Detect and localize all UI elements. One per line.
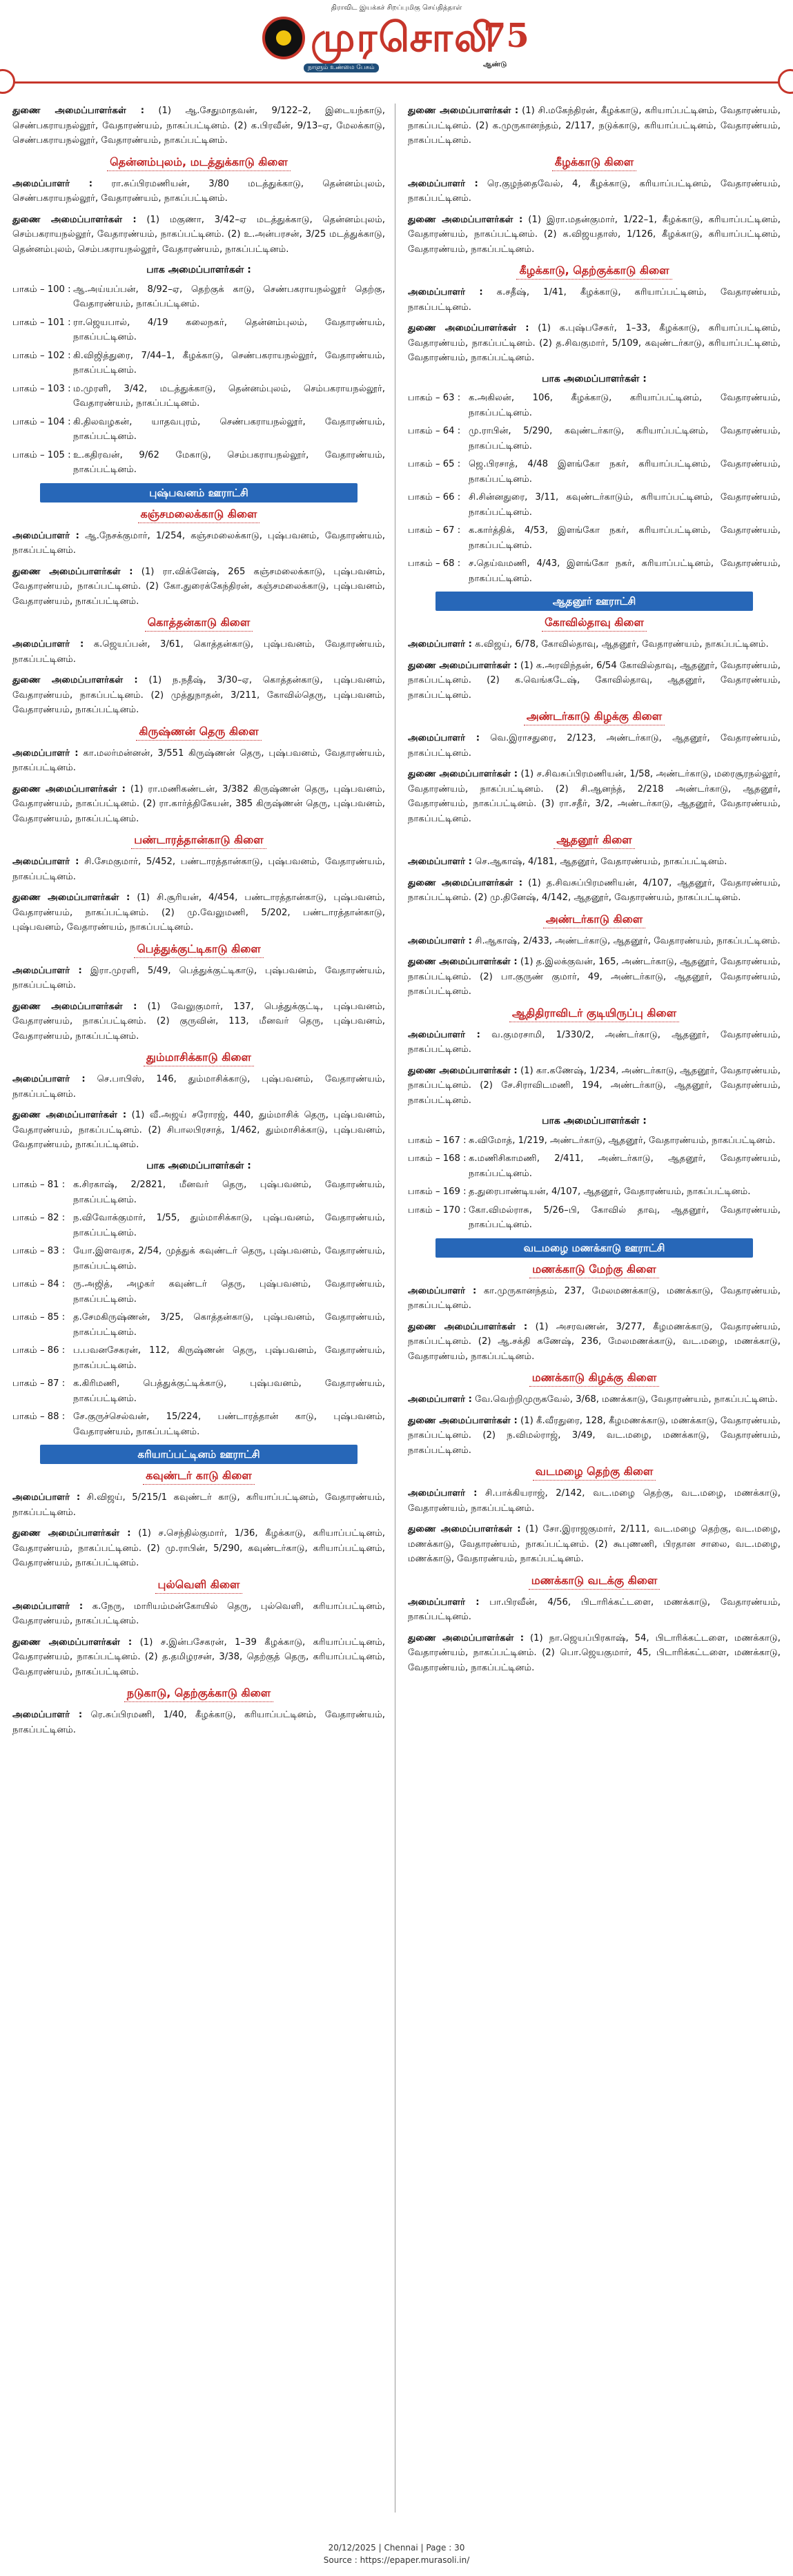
booth-member: உ.கதிரவன், 9/62 மேகாடு, செம்பகராயநல்லூர், வேதாரண்யம், நாகப்பட்டினம். — [73, 449, 385, 475]
booth-member: க.அகிலன், 106, கீழக்காடு, கரியாப்பட்டினம், வேதாரண்யம், நாகப்பட்டினம். — [469, 393, 781, 418]
booth-member: க.கிரிமணி, பெத்துக்குட்டிக்காடு, புஷ்பவனம், வேதாரண்யம், நாகப்பட்டினம். — [73, 1378, 385, 1404]
role-label: அமைப்பாளர் : — [408, 1597, 480, 1608]
booth-row — [12, 1244, 385, 1274]
branch-heading-text: பண்டாரத்தான்காடு கிளை — [131, 832, 266, 849]
member-entry — [12, 1108, 385, 1153]
booth-member: ப.பவனசேகரன், 112, கிருஷ்ணன் தெரு, புஷ்பவனம், வேதாரண்யம், நாகப்பட்டினம். — [73, 1345, 385, 1371]
member-entry — [12, 529, 385, 558]
member-details: (1) நா.ஜெயப்பிரகாஷ், 54, பிடாரிக்கட்டளை, மணக்காடு, வேதாரண்யம், நாகப்பட்டினம். (2) பொ.ஜெயகுமார், 45, பிடாரிக்கட்டளை, மணக்காடு, வேதாரண்யம், நாகப்பட்டினம். — [408, 1632, 781, 1673]
booth-number: பாகம் – 63 : — [408, 393, 461, 403]
booth-member: ந.விவோக்குமார், 1/55, தும்மாசிக்காடு, புஷ்பவனம், வேதாரண்யம், நாகப்பட்டினம். — [73, 1213, 385, 1238]
role-label: அமைப்பாளர் : — [12, 857, 79, 867]
booth-number: பாகம் – 103 : — [12, 383, 71, 394]
booth-number: பாகம் – 101 : — [12, 317, 71, 328]
member-details: ஆ.நேசக்குமார், 1/254, கஞ்சமலைக்காடு, புஷ்பவனம், வேதாரண்யம், நாகப்பட்டினம். — [12, 530, 385, 556]
booth-section-heading: பாக அமைப்பாளர்கள் : — [146, 264, 251, 275]
branch-heading — [12, 1577, 385, 1594]
branch-heading — [12, 507, 385, 523]
role-label: அமைப்பாளர் : — [408, 1285, 477, 1296]
member-entry — [408, 1028, 781, 1057]
booth-member: க.மணிசிகாமணி, 2/411, அண்டர்காடு, ஆதனூர், வேதாரண்யம், நாகப்பட்டினம். — [469, 1153, 781, 1179]
member-entry — [408, 1284, 781, 1314]
member-details: க.ஜெயப்பன், 3/61, கொத்தன்காடு, புஷ்பவனம், வேதாரண்யம், நாகப்பட்டினம். — [12, 639, 385, 665]
member-entry — [12, 1526, 385, 1571]
member-details: (1) சோ.இராஜகுமார், 2/111, வட.மழை தெற்கு, வட.மழை, மணக்காடு, வேதாரண்யம், நாகப்பட்டினம். (2) கூபுணணி, பிரதான சாலை, வட.மழை, மணக்காடு, வேதாரண்யம், நாகப்பட்டினம். — [408, 1524, 781, 1564]
branch-heading-text: வடமழை தெற்கு கிளை — [533, 1464, 656, 1481]
booth-number: பாகம் – 100 : — [12, 284, 71, 295]
role-label: அமைப்பாளர் : — [408, 178, 478, 189]
member-details: செ.பாபிஸ், 146, தும்மாசிக்காடு, புஷ்பவனம், வேதாரண்யம், நாகப்பட்டினம். — [12, 1074, 385, 1100]
member-details: ரெ.குழந்தைவேல், 4, கீழக்காடு, கரியாப்பட்டினம், வேதாரண்யம், நாகப்பட்டினம். — [408, 178, 781, 204]
branch-heading-text: பெத்துக்குட்டிகாடு கிளை — [134, 941, 264, 958]
booth-number: பாகம் – 104 : — [12, 416, 71, 427]
booth-row — [12, 349, 385, 378]
right-column — [408, 104, 781, 1681]
role-label: அமைப்பாளர் : — [408, 857, 472, 867]
role-label: துணை அமைப்பாளர்கள் : — [12, 1110, 127, 1120]
branch-heading — [12, 1686, 385, 1702]
emblem-icon — [262, 17, 305, 59]
branch-heading — [12, 155, 385, 171]
member-details: (1) இரா.மதன்குமார், 1/22–1, கீழக்காடு, கரியாப்பட்டினம், வேதாரண்யம், நாகப்பட்டினம். (2) க.விஜயதாஸ், 1/126, கீழக்காடு, கரியாப்பட்டினம், வேதாரண்யம், நாகப்பட்டினம். — [408, 214, 781, 255]
role-label: அமைப்பாளர் : — [408, 733, 480, 743]
booth-number: பாகம் – 85 : — [12, 1312, 66, 1323]
booth-number: பாகம் – 81 : — [12, 1180, 66, 1190]
branch-heading — [12, 941, 385, 958]
booth-row — [408, 490, 781, 520]
member-details: சி.விஜய், 5/215/1 கவுண்டர் காடு, கரியாப்பட்டினம், வேதாரண்யம், நாகப்பட்டினம். — [12, 1492, 385, 1518]
member-details: (1) வீ.அஜய் சரோரஜ், 440, தும்மாசிக் தெரு, புஷ்பவனம், வேதாரண்யம், நாகப்பட்டினம். (2) சிபாலபிரசாத், 1/462, தும்மாசிக்காடு, புஷ்பவனம், வேதாரண்யம், நாகப்பட்டினம். — [12, 1110, 385, 1150]
member-entry — [12, 855, 385, 884]
member-entry — [12, 565, 385, 609]
branch-heading — [408, 1006, 781, 1022]
booth-number: பாகம் – 68 : — [408, 558, 461, 569]
member-details: (1) ஆ.சேதுமாதவன், 9/122–2, இடையந்காடு, செண்பகராயநல்லூர், வேதாரண்யம், நாகப்பட்டினம். (2) க.பிரவீன், 9/13–ஏ, மேலக்காடு, செண்பகராயநல்லூர், வேதாரண்யம், நாகப்பட்டினம். — [12, 106, 385, 146]
booth-member: க.கார்த்திக், 4/53, இளங்கோ நகர், கரியாப்பட்டினம், வேதாரண்யம், நாகப்பட்டினம். — [469, 525, 781, 551]
role-label: அமைப்பாளர் : — [408, 639, 472, 650]
member-details: (1) த.சிவசுப்பிரமணியன், 4/107, ஆதனூர், வேதாரண்யம், நாகப்பட்டினம். (2) மு.தினேஷ், 4/142, ஆதனூர், வேதாரண்யம், நாகப்பட்டினம். — [408, 877, 781, 903]
branch-heading-text: கவுண்டர் காடு கிளை — [143, 1468, 255, 1485]
member-details: (1) அசரவணன், 3/277, கீழமணக்காடு, வேதாரண்யம், நாகப்பட்டினம். (2) ஆ.சக்தி கணேஷ், 236, மேலமணக்காடு, வட.மழை, மணக்காடு, வேதாரண்யம், நாகப்பட்டினம். — [408, 1321, 781, 1362]
member-details: க.சதீஷ், 1/41, கீழக்காடு, கரியாப்பட்டினம், வேதாரண்யம், நாகப்பட்டினம். — [408, 287, 781, 313]
role-label: துணை அமைப்பாளர்கள் : — [12, 566, 133, 577]
article-page — [12, 104, 781, 2512]
booth-member: ரா.ஜெயபால், 4/19 கலைநகர், தென்னம்புலம், வேதாரண்யம், நாகப்பட்டினம். — [73, 317, 385, 342]
role-label: அமைப்பாளர் : — [12, 178, 93, 189]
role-label: அமைப்பாளர் : — [12, 1601, 84, 1612]
booth-number: பாகம் – 86 : — [12, 1345, 66, 1356]
booth-member: க.சிரகாஷ், 2/2821, மீனவர் தெரு, புஷ்பவனம், வேதாரண்யம், நாகப்பட்டினம். — [73, 1180, 385, 1205]
member-details: ரெ.சுப்பிரமணி, 1/40, கீழக்காடு, கரியாப்பட்டினம், வேதாரண்யம், நாகப்பட்டினம். — [12, 1710, 385, 1735]
branch-heading — [408, 1262, 781, 1278]
branch-heading-text: ஆதிதிராவிடர் குடியிருப்பு கிளை — [509, 1006, 679, 1022]
booth-member: த.சேமகிருஷ்ணன், 3/25, கொத்தன்காடு, புஷ்பவனம், வேதாரண்யம், நாகப்பட்டினம். — [73, 1312, 385, 1338]
member-details: (1) சி.சூரியன், 4/454, பண்டாரத்தான்காடு, புஷ்பவனம், வேதாரண்யம், நாகப்பட்டினம். (2) மு.வேலுமணி, 5/202, பண்டாரத்தான்காடு, புஷ்பவனம், வேதாரண்யம், நாகப்பட்டினம். — [12, 892, 385, 933]
member-entry — [408, 213, 781, 257]
member-entry — [12, 1490, 385, 1520]
member-entry — [408, 955, 781, 999]
role-label: துணை அமைப்பாளர்கள் : — [408, 106, 519, 116]
branch-heading — [408, 709, 781, 725]
member-entry — [408, 285, 781, 315]
page-footer — [0, 2541, 793, 2566]
anniversary-sub: ஆண்டு — [483, 61, 507, 68]
member-entry — [12, 1599, 385, 1629]
booth-row — [408, 457, 781, 487]
booth-member: ஜெ.பிரசாத், 4/48 இளங்கோ நகர், கரியாப்பட்டினம், வேதாரண்யம், நாகப்பட்டினம். — [469, 459, 781, 485]
booth-row — [12, 1277, 385, 1307]
branch-heading-text: கொத்தன்காடு கிளை — [145, 615, 253, 632]
member-entry — [12, 1072, 385, 1102]
member-details: கா.மலர்மன்னன், 3/551 கிருஷ்ணன் தெரு, புஷ்பவனம், வேதாரண்யம், நாகப்பட்டினம். — [12, 748, 385, 773]
member-details: வெ.இராசதுரை, 2/123, அண்டர்காடு, ஆதனூர், வேதாரண்யம், நாகப்பட்டினம். — [408, 733, 781, 759]
booth-member: ஆ.அய்யப்பன், 8/92–ஏ, தெற்குக் காடு, செண்பகராயநல்லூர் தெற்கு, வேதாரண்யம், நாகப்பட்டினம். — [73, 284, 385, 309]
booth-number: பாகம் – 67 : — [408, 525, 461, 536]
panchayat-banner: கரியாப்பட்டினம் ஊராட்சி — [40, 1445, 358, 1464]
footer-date-page: 20/12/2025 | Chennai | Page : 30 — [328, 2543, 465, 2553]
member-entry — [408, 855, 781, 870]
newspaper-title: முரசொலி — [311, 14, 496, 61]
member-entry — [408, 658, 781, 703]
branch-heading — [12, 615, 385, 632]
member-entry — [12, 890, 385, 935]
booth-member: ம.முரளி, 3/42, மடத்துக்காடு, தென்னம்புலம், செம்பகராயநல்லூர், வேதாரண்யம், நாகப்பட்டினம். — [73, 383, 385, 409]
member-entry — [408, 1320, 781, 1365]
member-details: க.விஜய், 6/78, கோவில்தாவு, ஆதனூர், வேதாரண்யம், நாகப்பட்டினம். — [475, 639, 769, 650]
role-label: அமைப்பாளர் : — [12, 965, 82, 976]
branch-heading — [12, 1050, 385, 1066]
role-label: துணை அமைப்பாளர்கள் : — [408, 1065, 518, 1076]
member-entry — [408, 1631, 781, 1676]
booth-row — [12, 382, 385, 411]
footer-source: Source : https://epaper.murasoli.in/ — [323, 2555, 470, 2565]
role-label: அமைப்பாளர் : — [12, 1710, 83, 1720]
branch-heading — [408, 1464, 781, 1481]
member-details: (1) த.இலக்குவன், 165, அண்டர்காடு, ஆதனூர், வேதாரண்யம், நாகப்பட்டினம். (2) பா.குருண் குமார், 49, அண்டர்காடு, ஆதனூர், வேதாரண்யம், நாகப்பட்டினம். — [408, 957, 781, 997]
booth-row — [12, 1376, 385, 1406]
booth-number: பாகம் – 66 : — [408, 492, 461, 502]
member-entry — [408, 637, 781, 652]
member-details: (1) ரா.விக்னேஷ், 265 கஞ்சமலைக்காடு, புஷ்பவனம், வேதாரண்யம், நாகப்பட்டினம். (2) கோ.துரைக்கேந்திரன், கஞ்சமலைக்காடு, புஷ்பவனம், வேதாரண்யம், நாகப்பட்டினம். — [12, 566, 385, 607]
role-label: துணை அமைப்பாளர்கள் : — [408, 660, 518, 671]
branch-heading-text: கீழக்காடு, தெற்குக்காடு கிளை — [516, 263, 672, 280]
booth-number: பாகம் – 87 : — [12, 1378, 66, 1389]
booth-number: பாகம் – 82 : — [12, 1213, 66, 1223]
role-label: துணை அமைப்பாளர்கள் : — [408, 957, 518, 967]
branch-heading-text: தும்மாசிக்காடு கிளை — [144, 1050, 254, 1066]
member-entry — [12, 964, 385, 993]
member-details: (1) ச.சிவசுப்பிரமணியன், 1/58, அண்டர்காடு, மரைசூரநல்லூர், வேதாரண்யம், நாகப்பட்டினம். (2) சி.ஆனந்த், 2/218 அண்டர்காடு, ஆதனூர், வேதாரண்யம், நாகப்பட்டினம். (3) ரா.சதீர், 3/2, அண்டர்காடு, ஆதனூர், வேதாரண்யம், நாகப்பட்டினம். — [408, 769, 781, 824]
panchayat-banner: புஷ்பவனம் ஊராட்சி — [40, 483, 358, 502]
booth-member: கி.திலவழகன், யாதவபுரம், செண்பகராயநல்லூர், வேதாரண்யம், நாகப்பட்டினம். — [73, 416, 385, 442]
booth-row — [12, 415, 385, 445]
member-details: (1) ச.இன்பசேகரன், 1–39 கீழக்காடு, கரியாப்பட்டினம், வேதாரண்யம், நாகப்பட்டினம். (2) த.தமிழரசன், 3/38, தெற்குத் தெரு, கரியாப்பட்டினம், வேதாரண்யம், நாகப்பட்டினம். — [12, 1637, 385, 1677]
role-label: அமைப்பாளர் : — [408, 1488, 478, 1499]
member-entry — [408, 104, 781, 148]
booth-row — [408, 1184, 781, 1200]
booth-member: கோ.விமல்ராசு, 5/26–பி, கோவில் தாவு, ஆதனூர், வேதாரண்யம், நாகப்பட்டினம். — [469, 1204, 781, 1230]
member-details: இரா.முரளி, 5/49, பெத்துக்குட்டிகாடு, புஷ்பவனம், வேதாரண்யம், நாகப்பட்டினம். — [12, 965, 385, 991]
branch-heading-text: கீழக்காடு கிளை — [552, 155, 636, 171]
role-label: துணை அமைப்பாளர்கள் : — [12, 1528, 131, 1539]
member-details: (1) க.புஷ்பசேகர், 1–33, கீழக்காடு, கரியாப்பட்டினம், வேதாரண்யம், நாகப்பட்டினம். (2) த.சிவகுமார், 5/109, கவுண்டர்காடு, கரியாப்பட்டினம், வேதாரண்யம், நாகப்பட்டினம். — [408, 323, 781, 363]
member-details: (1) ரா.மணிகண்டன், 3/382 கிருஷ்ணன் தெரு, புஷ்பவனம், வேதாரண்யம், நாகப்பட்டினம். (2) ரா.கார்த்திகேயன், 385 கிருஷ்ணன் தெரு, புஷ்பவனம், வேதாரண்யம், நாகப்பட்டினம். — [12, 783, 385, 824]
role-label: அமைப்பாளர் : — [408, 287, 483, 297]
member-details: வ.குமரசாமி, 1/330/2, அண்டர்காடு, ஆதனூர், வேதாரண்யம், நாகப்பட்டினம். — [408, 1029, 781, 1055]
member-entry — [408, 731, 781, 761]
member-entry — [12, 999, 385, 1044]
role-label: அமைப்பாளர் : — [408, 1394, 472, 1405]
role-label: துணை அமைப்பாளர்கள் : — [12, 892, 130, 903]
member-details: ரா.சுப்பிரமணியன், 3/80 மடத்துக்காடு, தென்னம்புலம், செண்பகராயநல்லூர், வேதாரண்யம், நாகப்பட்டினம். — [12, 178, 385, 204]
member-entry — [408, 321, 781, 366]
role-label: துணை அமைப்பாளர்கள் : — [408, 1321, 528, 1332]
booth-number: பாகம் – 84 : — [12, 1279, 66, 1289]
member-entry — [12, 104, 385, 148]
masthead-tagline: திராவிட இயக்கச் சிறப்புமிகு செய்தித்தாள் — [331, 4, 462, 12]
member-entry — [12, 1708, 385, 1737]
branch-heading — [408, 912, 781, 928]
branch-heading-text: ஆதனூர் கிளை — [554, 832, 634, 849]
role-label: துணை அமைப்பாளர்கள் : — [408, 1415, 518, 1426]
booth-row — [408, 1203, 781, 1233]
booth-number: பாகம் – 167 : — [408, 1135, 467, 1146]
role-label: அமைப்பாளர் : — [408, 935, 472, 946]
masthead-strap: நாளும் உண்மை பேசும் — [304, 64, 379, 72]
booth-row — [12, 315, 385, 345]
booth-number: பாகம் – 102 : — [12, 350, 71, 361]
member-details: செ.ஆகாஷ், 4/181, ஆதனூர், வேதாரண்யம், நாகப்பட்டினம். — [475, 857, 727, 867]
member-entry — [12, 673, 385, 718]
member-details: சி.ஆகாஷ், 2/433, அண்டர்காடு, ஆதனூர், வேதாரண்யம், நாகப்பட்டினம். — [475, 935, 781, 946]
role-label: துணை அமைப்பாளர்கள் : — [12, 214, 137, 225]
role-label: அமைப்பாளர் : — [12, 639, 84, 650]
masthead — [0, 0, 793, 84]
branch-heading-text: புல்வெளி கிளை — [155, 1577, 243, 1594]
booth-row — [408, 1133, 781, 1149]
booth-member: சு.விமோத், 1/219, அண்டர்காடு, ஆதனூர், வேதாரண்யம், நாகப்பட்டினம். — [469, 1135, 776, 1146]
branch-heading — [408, 832, 781, 849]
branch-heading-text: மணக்காடு மேற்கு கிளை — [529, 1262, 658, 1278]
branch-heading-text: கோவில்தாவு கிளை — [542, 615, 647, 632]
member-details: (1) சி.மகேந்திரன், கீழக்காடு, கரியாப்பட்டினம், வேதாரண்யம், நாகப்பட்டினம். (2) க.முருகானந்தம், 2/117, நடுக்காடு, கரியாப்பட்டினம், வேதாரண்யம், நாகப்பட்டினம். — [408, 106, 781, 146]
branch-heading — [12, 832, 385, 849]
role-label: துணை அமைப்பாளர்கள் : — [12, 106, 144, 116]
role-label: அமைப்பாளர் : — [408, 1029, 480, 1040]
panchayat-banner: ஆதனூர் ஊராட்சி — [435, 592, 753, 611]
booth-row — [12, 1211, 385, 1240]
booth-member: மு.ராபின், 5/290, கவுண்டர்காடு, கரியாப்பட்டினம், வேதாரண்யம், நாகப்பட்டினம். — [469, 426, 781, 451]
role-label: துணை அமைப்பாளர்கள் : — [408, 214, 523, 225]
booth-row — [12, 1409, 385, 1439]
role-label: அமைப்பாளர் : — [12, 1492, 81, 1503]
branch-heading-text: தென்னம்புலம், மடத்துக்காடு கிளை — [107, 155, 291, 171]
member-entry — [408, 1595, 781, 1625]
booth-row — [12, 1343, 385, 1373]
branch-heading — [408, 155, 781, 171]
role-label: துணை அமைப்பாளர்கள் : — [408, 1524, 521, 1534]
branch-heading-text: கஞ்சமலைக்காடு கிளை — [138, 507, 260, 523]
left-column — [12, 104, 385, 1744]
branch-heading — [408, 1370, 781, 1387]
member-details: வே.வெற்றிமுருகவேல், 3/68, மணக்காடு, வேதாரண்யம், நாகப்பட்டினம். — [475, 1394, 778, 1405]
member-details: க.நேரு, மாரியம்மன்கோயில் தெரு, புல்வெளி, கரியாப்பட்டினம், வேதாரண்யம், நாகப்பட்டினம். — [12, 1601, 385, 1626]
member-details: (1) மகுணா, 3/42–ஏ மடத்துக்காடு, தென்னம்புலம், செம்பகராயநல்லூர், வேதாரண்யம், நாகப்பட்டினம். (2) உ.அன்பரசன், 3/25 மடத்துக்காடு, தென்னம்புலம், செம்பகராயநல்லூர், வேதாரண்யம், நாகப்பட்டினம். — [12, 214, 386, 255]
booth-row — [12, 1178, 385, 1207]
booth-member: கி.விஜித்துரை, 7/44–1, கீழக்காடு, செண்பகராயநல்லூர், வேதாரண்யம், நாகப்பட்டினம். — [73, 350, 385, 375]
booth-number: பாகம் – 64 : — [408, 426, 461, 436]
member-details: (1) க.அரவிந்தன், 6/54 கோவில்தாவு, ஆதனூர், வேதாரண்யம், நாகப்பட்டினம். (2) க.வெங்கடேஷ், கோவில்தாவு, ஆதனூர், வேதாரண்யம், நாகப்பட்டினம். — [408, 660, 781, 701]
member-entry — [408, 1064, 781, 1109]
branch-heading-text: நடுகாடு, தெற்குக்காடு கிளை — [124, 1686, 273, 1702]
booth-number: பாகம் – 105 : — [12, 449, 71, 460]
member-details: (1) வேலுகுமார், 137, பெத்துக்குட்டி, புஷ்பவனம், வேதாரண்யம், நாகப்பட்டினம். (2) குருவின், 113, மீனவர் தெரு, புஷ்பவனம், வேதாரண்யம், நாகப்பட்டினம். — [12, 1001, 385, 1042]
branch-heading — [408, 615, 781, 632]
branch-heading-text: மணக்காடு வடக்கு கிளை — [529, 1573, 660, 1590]
member-details: சி.சேமகுமார், 5/452, பண்டாரத்தான்காடு, புஷ்பவனம், வேதாரண்யம், நாகப்பட்டினம். — [12, 857, 385, 882]
member-details: (1) கா.கணேஷ், 1/234, அண்டர்காடு, ஆதனூர், வேதாரண்யம், நாகப்பட்டினம். (2) சே.சிராவிடமணி, 194, அண்டர்காடு, ஆதனூர், வேதாரண்யம், நாகப்பட்டினம். — [408, 1065, 781, 1106]
booth-row — [408, 523, 781, 553]
anniversary-number: 75 — [483, 17, 529, 55]
member-entry — [12, 637, 385, 667]
booth-number: பாகம் – 169 : — [408, 1187, 467, 1197]
booth-section-heading: பாக அமைப்பாளர்கள் : — [542, 373, 647, 384]
booth-member: த.துரைபாண்டியன், 4/107, ஆதனூர், வேதாரண்யம், நாகப்பட்டினம். — [469, 1187, 751, 1197]
role-label: அமைப்பாளர் : — [12, 748, 79, 759]
member-details: கா.முருகானந்தம், 237, மேலமணக்காடு, மணக்காடு, வேதாரண்யம், நாகப்பட்டினம். — [408, 1285, 781, 1311]
role-label: துணை அமைப்பாளர்கள் : — [408, 323, 529, 333]
member-entry — [408, 177, 781, 206]
panchayat-banner: வடமழை மணக்காடு ஊராட்சி — [435, 1238, 753, 1258]
booth-member: ச.தெய்வமணி, 4/43, இளங்கோ நகர், கரியாப்பட்டினம், வேதாரண்யம், நாகப்பட்டினம். — [469, 558, 781, 584]
booth-number: பாகம் – 168 : — [408, 1153, 467, 1164]
branch-heading-text: கிருஷ்ணன் தெரு கிளை — [136, 724, 261, 741]
member-details: (1) கீ.வீரதுரை, 128, கீழமணக்காடு, மணக்காடு, வேதாரண்யம், நாகப்பட்டினம். (2) ந.விமல்ராஜ், 3/49, வட.மழை, மணக்காடு, வேதாரண்யம், நாகப்பட்டினம். — [408, 1415, 781, 1456]
booth-member: சே.குருச்செல்வன், 15/224, பண்டாரத்தான் காடு, புஷ்பவனம், வேதாரண்யம், நாகப்பட்டினம். — [73, 1412, 385, 1437]
role-label: துணை அமைப்பாளர்கள் : — [408, 769, 518, 779]
branch-heading — [12, 1468, 385, 1485]
branch-heading — [12, 724, 385, 741]
booth-row — [408, 424, 781, 453]
member-details: சி.பாக்கியராஜ், 2/142, வட.மழை தெற்கு, வட.மழை, மணக்காடு, வேதாரண்யம், நாகப்பட்டினம். — [408, 1488, 781, 1514]
booth-section-heading: பாக அமைப்பாளர்கள் : — [146, 1160, 251, 1171]
branch-heading-text: அண்டர்காடு கிளை — [543, 912, 645, 928]
member-entry — [408, 767, 781, 826]
role-label: அமைப்பாளர் : — [12, 1074, 86, 1084]
member-entry — [12, 177, 385, 206]
member-details: (1) ந.நதீஷ், 3/30–ஏ, கொத்தன்காடு, புஷ்பவனம், வேதாரண்யம், நாகப்பட்டினம். (2) முத்துநாதன், 3/211, கோவில்தெரு, புஷ்பவனம், வேதாரண்யம், நாகப்பட்டினம். — [12, 675, 385, 715]
member-entry — [408, 934, 781, 949]
member-entry — [12, 782, 385, 827]
booth-member: யோ.இளவரசு, 2/54, முத்துக் கவுண்டர் தெரு, புஷ்பவனம், வேதாரண்யம், நாகப்பட்டினம். — [73, 1246, 385, 1271]
booth-section-heading: பாக அமைப்பாளர்கள் : — [542, 1115, 647, 1126]
booth-number: பாகம் – 65 : — [408, 459, 461, 469]
role-label: துணை அமைப்பாளர்கள் : — [408, 877, 523, 888]
branch-heading-text: அண்டர்காடு கிழக்கு கிளை — [524, 709, 665, 725]
anniversary-mark — [483, 11, 529, 69]
booth-number: பாகம் – 170 : — [408, 1204, 467, 1216]
member-entry — [408, 1414, 781, 1458]
role-label: அமைப்பாளர் : — [12, 530, 79, 541]
role-label: துணை அமைப்பாளர்கள் : — [12, 1637, 133, 1648]
member-details: பா.பிரவீன், 4/56, பிடாரிக்கட்டளை, மணக்காடு, வேதாரண்யம், நாகப்பட்டினம். — [408, 1597, 781, 1622]
member-details: (1) ச.செந்தில்குமார், 1/36, கீழக்காடு, கரியாப்பட்டினம், வேதாரண்யம், நாகப்பட்டினம். (2) மு.ராபின், 5/290, கவுண்டர்காடு, கரியாப்பட்டினம், வேதாரண்யம், நாகப்பட்டினம். — [12, 1528, 385, 1568]
booth-row — [12, 282, 385, 312]
role-label: துணை அமைப்பாளர்கள் : — [12, 783, 126, 794]
booth-row — [408, 556, 781, 586]
role-label: துணை அமைப்பாளர்கள் : — [408, 1632, 525, 1643]
role-label: துணை அமைப்பாளர்கள் : — [12, 675, 138, 685]
branch-heading — [408, 263, 781, 280]
booth-number: பாகம் – 83 : — [12, 1246, 66, 1256]
member-entry — [12, 1635, 385, 1680]
member-entry — [408, 1486, 781, 1516]
member-entry — [12, 746, 385, 776]
corner-decoration-right — [778, 69, 793, 94]
booth-number: பாகம் – 88 : — [12, 1412, 66, 1422]
booth-row — [408, 1151, 781, 1181]
booth-row — [12, 448, 385, 478]
booth-member: ரு.அஜித், அழகர் கவுண்டர் தெரு, புஷ்பவனம், வேதாரண்யம், நாகப்பட்டினம். — [73, 1279, 385, 1305]
booth-row — [12, 1310, 385, 1340]
member-entry — [408, 1392, 781, 1407]
member-entry — [408, 1522, 781, 1567]
branch-heading-text: மணக்காடு கிழக்கு கிளை — [529, 1370, 660, 1387]
booth-row — [408, 391, 781, 420]
role-label: துணை அமைப்பாளர்கள் : — [12, 1001, 137, 1012]
member-entry — [12, 213, 385, 257]
booth-member: சி.சின்னதுரை, 3/11, கவுண்டர்காடும், கரியாப்பட்டினம், வேதாரண்யம், நாகப்பட்டினம். — [469, 492, 781, 518]
member-entry — [408, 876, 781, 906]
branch-heading — [408, 1573, 781, 1590]
